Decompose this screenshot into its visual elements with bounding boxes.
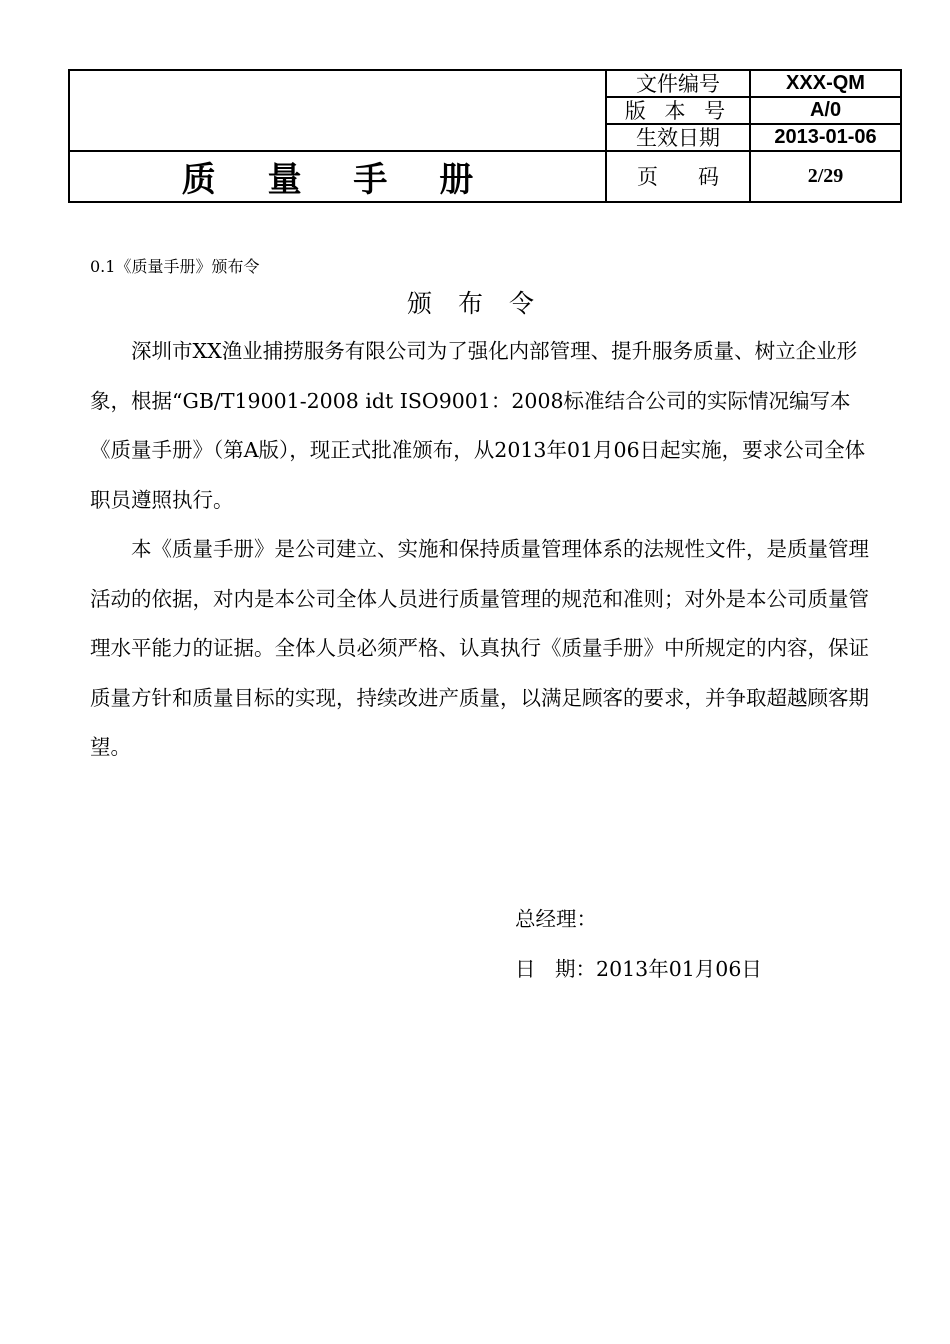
page-label: 页 码	[606, 151, 750, 202]
effective-date-label: 生效日期	[606, 124, 750, 151]
decree-body	[90, 327, 870, 773]
doc-title: 质 量 手 册	[69, 151, 606, 202]
doc-number-label: 文件编号	[606, 70, 750, 97]
paragraph-1: 深圳市XX渔业捕捞服务有限公司为了强化内部管理、提升服务质量、树立企业形象，根据“GB/T19001-2008 idt ISO9001：2008标准结合公司的实际情况编写本《质量手册》（第A版），现正式批准颁布，从2013年01月06日起实施，要求公司全体职员遵照执行。	[90, 339, 866, 512]
header-blank-cell	[69, 70, 606, 151]
version-label: 版 本 号	[606, 97, 750, 124]
paragraph-2: 本《质量手册》是公司建立、实施和保持质量管理体系的法规性文件，是质量管理活动的依据，对内是本公司全体人员进行质量管理的规范和准则；对外是本公司质量管理水平能力的证据。全体人员必须严格、认真执行《质量手册》中所规定的内容，保证质量方针和质量目标的实现，持续改进产质量，以满足顾客的要求，并争取超越顾客期望。	[90, 537, 869, 759]
doc-number-value: XXX-QM	[750, 70, 901, 97]
version-value: A/0	[750, 97, 901, 124]
effective-date-value: 2013-01-06	[750, 124, 901, 151]
manager-signature-label: 总经理：	[515, 907, 597, 931]
page-value: 2/29	[750, 151, 901, 202]
header-table	[68, 69, 902, 203]
section-heading: 0.1《质量手册》颁布令	[90, 257, 260, 276]
decree-title: 颁 布 令	[407, 289, 543, 318]
signature-date: 日 期：2013年01月06日	[515, 957, 762, 981]
